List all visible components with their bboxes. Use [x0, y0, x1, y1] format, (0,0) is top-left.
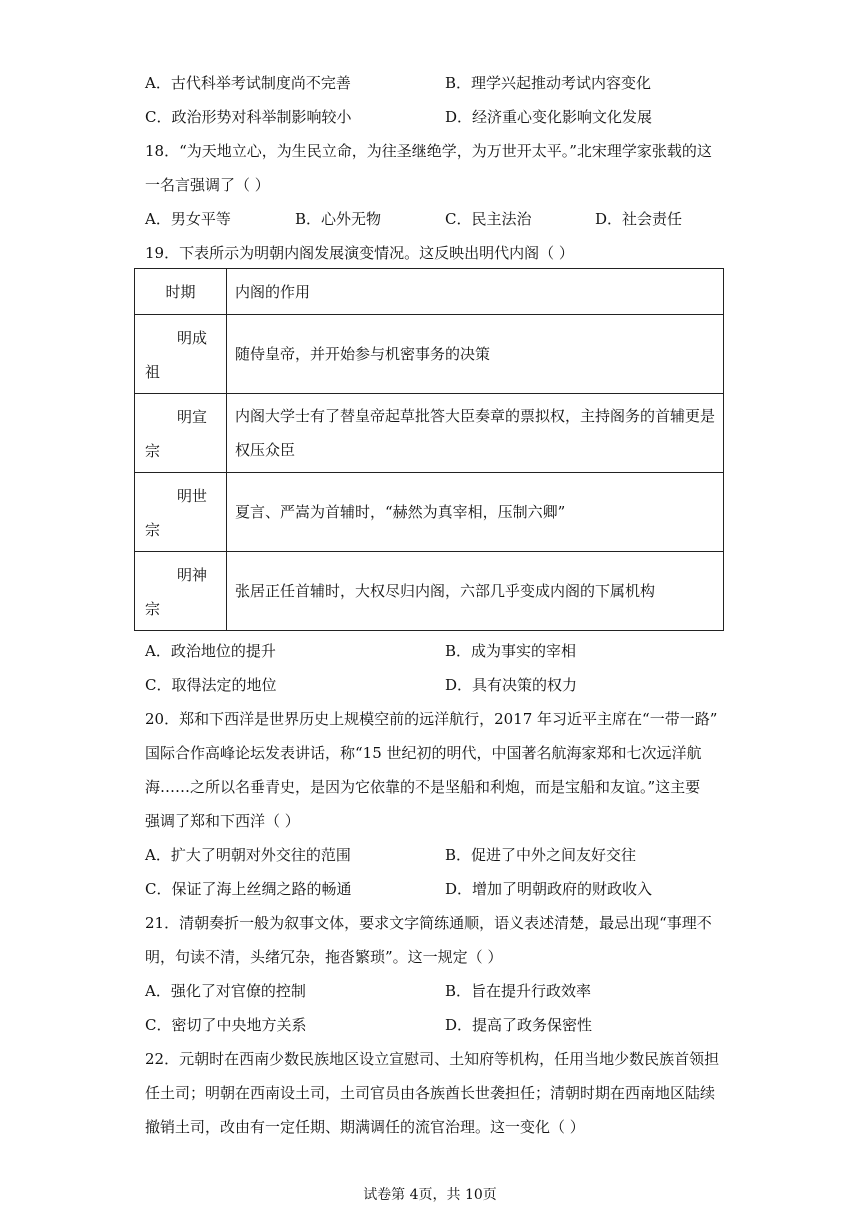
q21-option-d: D．提高了政务保密性: [445, 1016, 593, 1034]
q17-option-d: D．经济重心变化影响文化发展: [445, 108, 653, 126]
q21-option-a: A．强化了对官僚的控制: [145, 982, 306, 1000]
q17-option-c: C．政治形势对科举制影响较小: [145, 108, 352, 126]
q22-stem-line3: 撤销土司，改由有一定任期、期满调任的流官治理。这一变化（ ）: [145, 1118, 585, 1136]
table-row: [135, 473, 724, 552]
q20-stem-line1: 20．郑和下西洋是世界历史上规模空前的远洋航行，2017 年习近平主席在“一带一路”: [145, 710, 718, 728]
q21-stem-line1: 21．清朝奏折一般为叙事文体，要求文字简练通顺，语义表述清楚，最忌出现“事理不: [145, 914, 712, 932]
q19-table: [134, 268, 724, 631]
period-part2: 宗: [145, 600, 161, 618]
page-footer: 试卷第 4页，共 10页: [363, 1187, 497, 1203]
role-text: 张居正任首辅时，大权尽归内阁，六部几乎变成内阁的下属机构: [235, 582, 656, 600]
period-part1: 明世: [177, 487, 208, 505]
period-part1: 明神: [177, 566, 208, 584]
period-part2: 宗: [145, 521, 161, 539]
q17-option-b: B．理学兴起推动考试内容变化: [445, 74, 652, 92]
period-cell: [135, 552, 227, 631]
q18-stem-line2: 一名言强调了（ ）: [145, 176, 270, 194]
q20-option-d: D．增加了明朝政府的财政收入: [445, 880, 653, 898]
q18-option-c: C．民主法治: [445, 210, 532, 228]
q21-option-b: B．旨在提升行政效率: [445, 982, 592, 1000]
q19-option-b: B．成为事实的宰相: [445, 642, 577, 660]
q20-option-c: C．保证了海上丝绸之路的畅通: [145, 880, 352, 898]
period-part2: 宗: [145, 442, 161, 460]
q18-option-b: B．心外无物: [295, 210, 382, 228]
q20-stem-line3: 海……之所以名垂青史，是因为它依靠的不是坚船和利炮，而是宝船和友谊。”这主要: [145, 778, 701, 796]
role-text-cont: 权压众臣: [235, 441, 296, 459]
q20-option-b: B．促进了中外之间友好交往: [445, 846, 637, 864]
role-cell: [227, 473, 724, 552]
q19-option-a: A．政治地位的提升: [145, 642, 276, 660]
q22-stem-line2: 任土司；明朝在西南设土司，土司官员由各族酋长世袭担任；清朝时期在西南地区陆续: [145, 1084, 716, 1102]
role-text: 内阁大学士有了替皇帝起草批答大臣奏章的票拟权，主持阁务的首辅更是: [235, 407, 716, 425]
table-header-row: [135, 269, 724, 315]
period-part1: 明宣: [177, 408, 208, 426]
q18-stem-line1: 18．“为天地立心，为生民立命，为往圣继绝学，为万世开太平。”北宋理学家张载的这: [145, 142, 712, 160]
period-part1: 明成: [177, 329, 208, 347]
q22-stem-line1: 22．元朝时在西南少数民族地区设立宣慰司、土知府等机构，任用当地少数民族首领担: [145, 1050, 720, 1068]
period-part2: 祖: [145, 363, 161, 381]
q21-stem-line2: 明，句读不清，头绪冗杂，拖沓繁琐”。这一规定（ ）: [145, 948, 503, 966]
q18-option-a: A．男女平等: [145, 210, 231, 228]
period-cell: [135, 394, 227, 473]
header-period: 时期: [135, 269, 227, 315]
table-row: [135, 552, 724, 631]
q19-stem: 19．下表所示为明朝内阁发展演变情况。这反映出明代内阁（ ）: [145, 244, 574, 262]
q20-stem-line4: 强调了郑和下西洋（ ）: [145, 812, 300, 830]
role-cell: [227, 552, 724, 631]
q20-option-a: A．扩大了明朝对外交往的范围: [145, 846, 351, 864]
role-cell: [227, 315, 724, 394]
table-row: [135, 315, 724, 394]
q19-option-d: D．具有决策的权力: [445, 676, 578, 694]
table-row: [135, 394, 724, 473]
q20-stem-line2: 国际合作高峰论坛发表讲话，称“15 世纪初的明代，中国著名航海家郑和七次远洋航: [145, 744, 702, 762]
role-cell: [227, 394, 724, 473]
period-cell: [135, 473, 227, 552]
q19-option-c: C．取得法定的地位: [145, 676, 277, 694]
role-text: 夏言、严嵩为首辅时，“赫然为真宰相，压制六卿”: [235, 503, 566, 521]
role-text: 随侍皇帝，并开始参与机密事务的决策: [235, 345, 491, 363]
q21-option-c: C．密切了中央地方关系: [145, 1016, 307, 1034]
q18-option-d: D．社会责任: [595, 210, 683, 228]
period-cell: [135, 315, 227, 394]
header-role: 内阁的作用: [227, 269, 724, 315]
q17-option-a: A．古代科举考试制度尚不完善: [145, 74, 351, 92]
